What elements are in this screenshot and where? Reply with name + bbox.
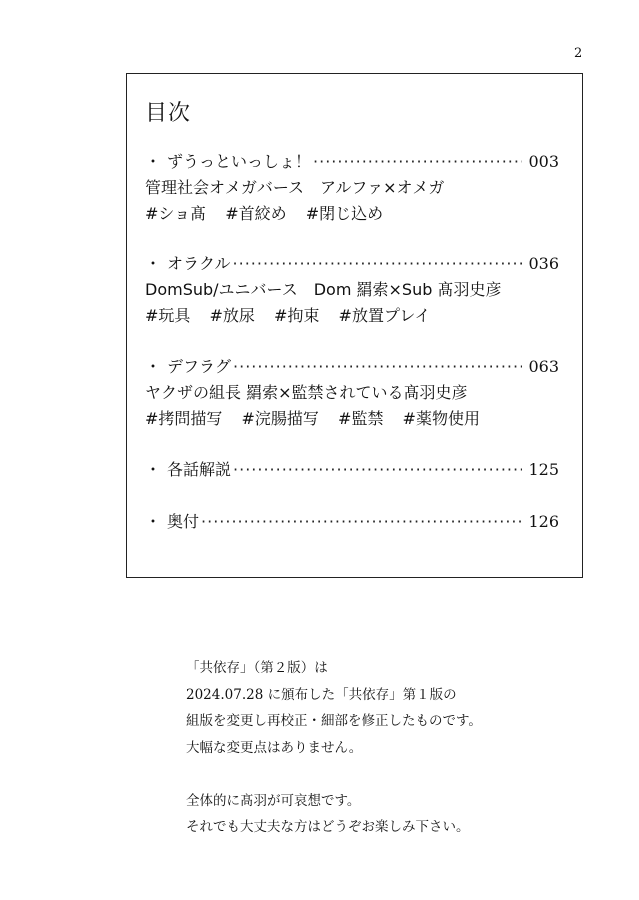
tag: #監禁 [338,409,384,428]
entry-title: ずうっといっしょ！ [167,152,312,171]
entry-subtitle: 管理社会オメガバース アルファ×オメガ [145,178,445,197]
note-line: 全体的に髙羽が可哀想です。 [186,792,361,809]
toc-title: 目次 [145,101,192,126]
note-line: それでも大丈夫な方はどうぞお楽しみ下さい。 [186,819,470,835]
dot-leader [233,357,522,376]
entry-title: 各話解説 [167,460,232,479]
paragraph-gap [186,761,482,788]
entry-page-number: 126 [528,512,559,531]
entry-page-number: 125 [528,460,559,479]
dot-leader [233,254,523,273]
dot-leader [201,512,522,531]
entry-bullet: ・ [145,512,162,531]
toc-entry[interactable] [145,251,559,329]
tag: #拘束 [274,306,320,325]
toc-entry[interactable] [145,354,559,432]
tag: #浣腸描写 [241,409,319,428]
tag: #放尿 [209,306,255,325]
note-line: 大幅な変更点はありません。 [186,739,363,756]
tag: #玩具 [145,306,191,325]
edition-notes [186,655,482,841]
tag: #閉じ込め [305,204,384,223]
tag: #首絞め [225,204,287,223]
entry-tags [145,303,559,329]
dot-leader [233,460,522,479]
entry-bullet: ・ [145,460,162,479]
toc-entry[interactable] [145,457,559,483]
entry-subtitle: DomSub/ユニバース Dom 羂索×Sub 髙羽史彦 [145,280,502,299]
page-number: 2 [574,46,583,61]
tag: #薬物使用 [402,409,480,428]
note-line: 組版を変更し再校正・細部を修正したものです。 [186,713,482,729]
tag: #拷問描写 [145,409,223,428]
entry-page-number: 036 [528,254,559,273]
entry-page-number: 063 [528,357,559,376]
entry-title: デフラグ [167,357,232,376]
entry-subtitle: ヤクザの組長 羂索×監禁されている髙羽史彦 [145,383,468,402]
entry-title: オラクル [167,254,231,273]
entry-bullet: ・ [145,357,162,376]
table-of-contents [126,73,583,578]
entry-page-number: 003 [528,152,559,171]
note-line: 「共依存」（第２版）は [186,660,328,676]
entry-title: 奥付 [167,512,200,531]
entry-bullet: ・ [145,254,162,273]
tag: #ショ髙 [145,204,207,223]
toc-entry[interactable] [145,149,559,227]
entry-tags [145,406,559,432]
note-line: 2024.07.28 に頒布した「共依存」第１版の [186,686,457,703]
toc-entry[interactable] [145,509,559,535]
dot-leader [313,152,522,171]
entry-tags [145,201,559,227]
entry-bullet: ・ [145,152,162,171]
tag: #放置プレイ [338,306,431,325]
